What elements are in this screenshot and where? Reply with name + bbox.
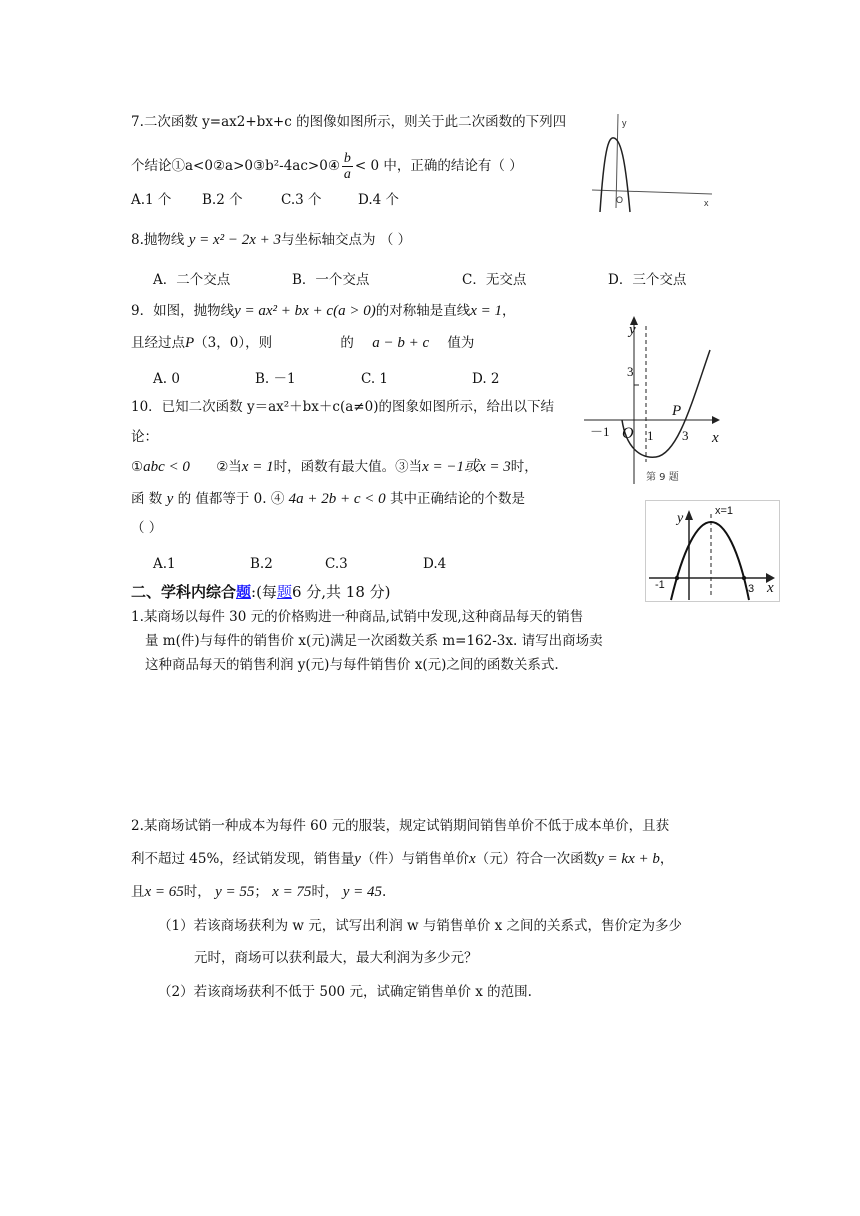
q10-line4: 函 数 y 的 值都等于 0. ④ 4a + 2b + c < 0 其中正确结论的个数是 <box>131 491 525 507</box>
q7-option-c: C.3 个 <box>281 192 322 208</box>
q7-conditions-tail: < 0 中，正确的结论有（ ） <box>354 158 523 174</box>
p2-sub1-line2: 元时，商场可以获利最大，最大利润为多少元？ <box>194 950 478 966</box>
q8-option-c: C．无交点 <box>462 272 527 288</box>
q9-fig-tx3: 3 <box>682 428 689 443</box>
q7-fig-x: x <box>704 198 709 208</box>
p1-line3: 这种商品每天的销售利润 y(元)与每件销售价 x(元)之间的函数关系式. <box>145 657 559 673</box>
q7-line1: 7.二次函数 y=ax2+bx+c 的图像如图所示，则关于此二次函数的下列四 <box>131 114 567 130</box>
q9-fig-y: y <box>629 322 636 338</box>
q10-option-a: A.1 <box>153 556 176 572</box>
q9-fig-x: x <box>712 430 719 446</box>
p2-sub1-line1: （1）若该商场获利为 w 元，试写出利润 w 与销售单价 x 之间的关系式，售价定为多少 <box>158 918 683 934</box>
p1-line1: 1.某商场以每件 30 元的价格购进一种商品,试销中发现,这种商品每天的销售 <box>131 609 584 625</box>
q9-fig-t1: 1 <box>647 428 654 443</box>
q7-fraction: $\frac{b}{a}$ <box>343 151 351 182</box>
p1-line2: 量 m(件)与每件的销售价 x(元)满足一次函数关系 m=162-3x. 请写出商场卖 <box>145 633 603 649</box>
q10-fig-y: y <box>677 511 684 526</box>
q9-fig-o: O <box>622 425 634 442</box>
section2-link-1[interactable]: 题 <box>236 583 252 601</box>
q10-line3: ①abc < 0 ②当x = 1时，函数有最大值。③当x = −1或x = 3时， <box>131 459 538 475</box>
section2-link-2[interactable]: 题 <box>276 583 292 601</box>
q8-option-b: B．一个交点 <box>292 272 370 288</box>
q7-conditions: 个结论①a<0②a>0③b²-4ac>0④ <box>131 158 340 174</box>
q7-fig-o: O <box>616 195 624 205</box>
q10-fig-three: 3 <box>748 583 755 595</box>
q9-fig-caption: 第 9 题 <box>646 472 679 483</box>
q10-option-c: C.3 <box>325 556 348 572</box>
q10-option-d: D.4 <box>423 556 447 572</box>
p2-line1: 2.某商场试销一种成本为每件 60 元的服装，规定试销期间销售单价不低于成本单价，且获 <box>131 818 670 834</box>
q9-option-d: D. 2 <box>472 371 500 387</box>
q10-figure <box>645 500 780 602</box>
p2-line3: 且x = 65时， y = 55； x = 75时， y = 45. <box>131 884 387 900</box>
p2-sub2: （2）若该商场获利不低于 500 元，试确定销售单价 x 的范围. <box>158 984 532 1000</box>
q7-option-a: A.1 个 <box>131 192 172 208</box>
q9-fig-p: P <box>672 403 682 419</box>
q8-option-a: A．二个交点 <box>153 272 231 288</box>
q9-fig-tick3: 3 <box>627 364 634 379</box>
q9-line2: 且经过点P（3，0），则 的 a − b + c 值为 <box>131 335 475 351</box>
q8-formula: y = x² − 2x + 3 <box>188 232 282 248</box>
q10-fig-axis: x=1 <box>715 505 734 517</box>
q7-option-d: D.4 个 <box>358 192 400 208</box>
q7-line2 <box>131 146 523 186</box>
q9-option-c: C. 1 <box>361 371 389 387</box>
q10-fig-x: x <box>767 580 774 596</box>
q9-option-b: B. －1 <box>255 371 296 387</box>
q10-fig-neg1: -1 <box>655 579 665 591</box>
p2-line2: 利不超过 45%，经试销发现，销售量y（件）与销售单价x（元）符合一次函数y = kx + b， <box>131 851 674 867</box>
q9-figure <box>584 312 724 487</box>
q10-option-b: B.2 <box>250 556 273 572</box>
q9-line1: 9．如图，抛物线y = ax² + bx + c(a > 0)的对称轴是直线x = 1， <box>131 303 516 319</box>
q10-line1: 10．已知二次函数 y＝ax²＋bx＋c(a≠0)的图象如图所示，给出以下结 <box>131 399 554 415</box>
q10-paren: （ ） <box>131 520 163 536</box>
q9-fig-neg1: －1 <box>590 424 610 439</box>
section2-heading: 二、学科内综合题:(每题6 分,共 18 分) <box>131 583 391 601</box>
q7-fig-y: y <box>622 118 627 128</box>
q8-option-d: D．三个交点 <box>608 272 687 288</box>
q10-line2: 论： <box>131 429 158 445</box>
q9-option-a: A. 0 <box>153 371 180 387</box>
q7-figure <box>590 108 720 213</box>
q7-option-b: B.2 个 <box>202 192 243 208</box>
q8-line: 8.抛物线 y = x² − 2x + 3与坐标轴交点为 （ ） <box>131 232 412 248</box>
